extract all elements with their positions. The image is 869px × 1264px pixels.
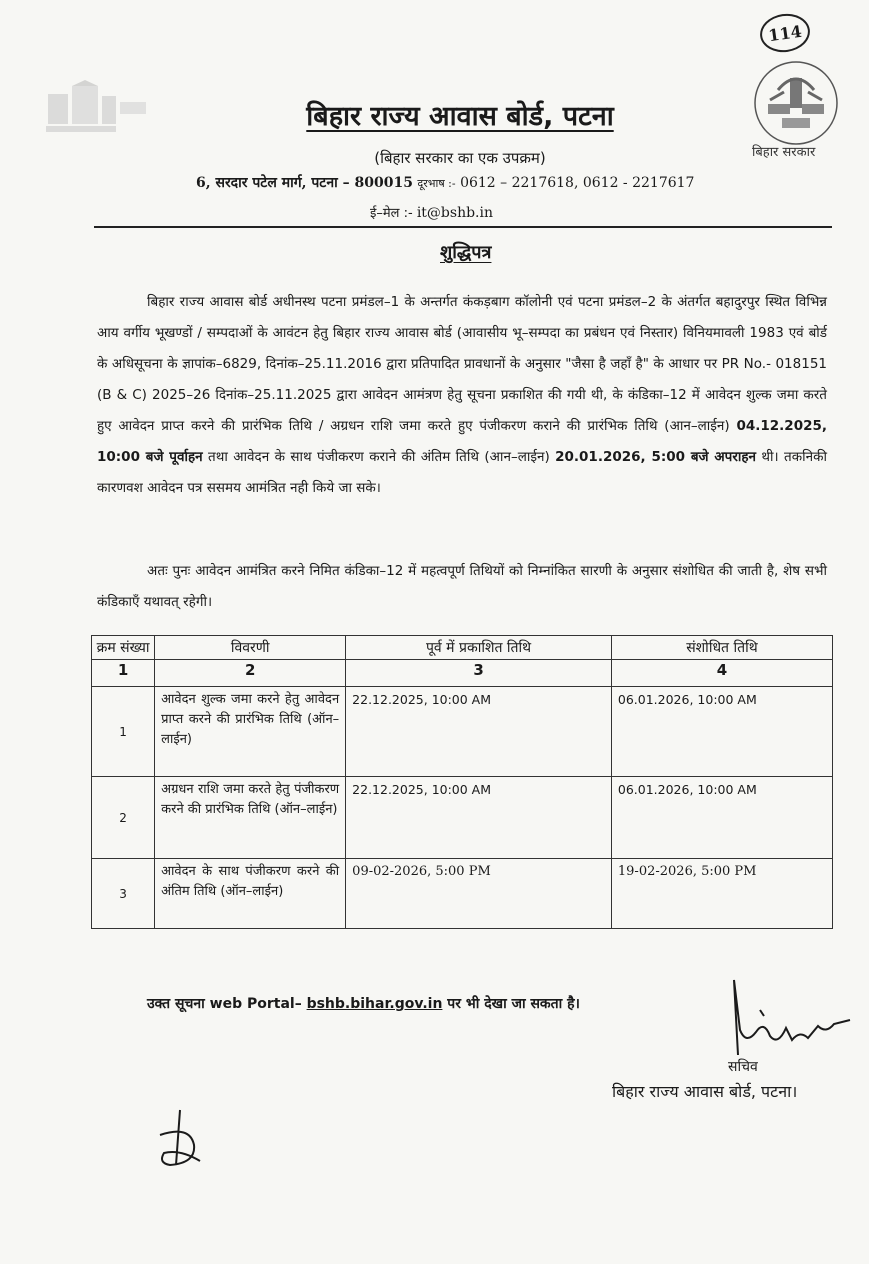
email-label: ई–मेल :- <box>370 206 413 221</box>
header-old-date: पूर्व में प्रकाशित तिथि <box>346 636 612 660</box>
body-paragraph-1 <box>97 287 827 504</box>
row-description: आवेदन के साथ पंजीकरण करने की अंतिम तिथि (ऑन–लाईन) <box>155 859 346 929</box>
table-row <box>92 687 833 777</box>
table-row <box>92 859 833 929</box>
footer-note-suffix: पर भी देखा जा सकता है। <box>447 996 580 1012</box>
table-header-row <box>92 636 833 660</box>
secretary-signature <box>700 970 860 1070</box>
column-number: 3 <box>346 660 612 687</box>
phone-numbers: 0612 – 2217618, 0612 - 2217617 <box>460 175 695 191</box>
row-old-date: 22.12.2025, 10:00 AM <box>346 687 612 777</box>
org-subtitle: (बिहार सरकार का एक उपक्रम) <box>374 149 546 167</box>
bihar-government-emblem <box>748 60 844 146</box>
row-serial: 2 <box>92 777 155 859</box>
para1-start-date: 04.12.2025, 10:00 बजे पूर्वाहन <box>97 418 828 465</box>
footer-note-prefix: उक्त सूचना web Portal– <box>147 996 302 1012</box>
page-number-stamp: 114 <box>758 11 813 56</box>
para1-end-date: 20.01.2026, 5:00 बजे अपराहन <box>555 449 757 465</box>
emblem-caption: बिहार सरकार <box>752 145 816 160</box>
portal-link[interactable]: bshb.bihar.gov.in <box>306 996 443 1012</box>
row-serial: 1 <box>92 687 155 777</box>
signatory-organisation: बिहार राज्य आवास बोर्ड, पटना। <box>612 1082 798 1101</box>
row-old-date: 22.12.2025, 10:00 AM <box>346 777 612 859</box>
row-old-date: 09-02-2026, 5:00 PM <box>346 859 612 929</box>
row-description: अग्रधन राशि जमा करते हेतु पंजीकरण करने की प्रारंभिक तिथि (ऑन–लाईन) <box>155 777 346 859</box>
header-divider <box>94 226 832 228</box>
revised-dates-table <box>91 635 833 929</box>
row-description: आवेदन शुल्क जमा करने हेतु आवेदन प्राप्त करने की प्रारंभिक तिथि (ऑन–लाईन) <box>155 687 346 777</box>
initials-mark <box>150 1105 220 1175</box>
email-address: it@bshb.in <box>416 205 494 221</box>
column-number: 4 <box>611 660 832 687</box>
signatory-designation: सचिव <box>728 1059 758 1075</box>
row-new-date: 06.01.2026, 10:00 AM <box>611 777 832 859</box>
org-title: बिहार राज्य आवास बोर्ड, पटना <box>306 101 614 132</box>
document-title: शुद्धिपत्र <box>440 242 492 263</box>
org-email-line <box>370 203 493 221</box>
address: 6, सरदार पटेल मार्ग, पटना – 800015 <box>196 175 413 191</box>
para1-text-e: थी। तकनिकी कारणवश आवेदन पत्र ससमय आमंत्रित नही किये जा सके। <box>97 449 827 496</box>
housing-board-logo <box>44 80 150 140</box>
column-number: 2 <box>155 660 346 687</box>
column-number-row <box>92 660 833 687</box>
para1-text-a: बिहार राज्य आवास बोर्ड अधीनस्थ पटना प्रमंडल–1 के अन्तर्गत कंकड़बाग कॉलोनी एवं पटना प्रमंडल–2 के अंतर्गत बहादुरपुर स्थित विभिन्न आय वर्गीय भूखण्डों / सम्पदाओं के आवंटन हेतु बिहार राज्य आवास बोर्ड (आवासीय भू–सम्पदा का प्रबंधन एवं निस्तार) विनियमावली 1983 एवं बोर्ड के अधिसूचना के ज्ञापांक–6829, दिनांक–25.11.2016 द्वारा प्रतिपादित प्रावधानों के अनुसार "जैसा है जहाँ है" के आधार पर PR No.- 018151 (B & C) 2025–26 दिनांक–25.11.2025 द्वारा आवेदन आमंत्रण हेतु सूचना प्रकाशित की गयी थी, के कंडिका–12 में आवेदन शुल्क जमा करते हुए आवेदन प्राप्त करने की प्रारंभिक तिथि / अग्रधन राशि जमा करते हुए पंजीकरण कराने की प्रारंभिक तिथि (आन–लाईन) <box>97 294 827 434</box>
header-new-date: संशोधित तिथि <box>611 636 832 660</box>
header-description: विवरणी <box>155 636 346 660</box>
para1-text-c: तथा आवेदन के साथ पंजीकरण कराने की अंतिम तिथि (आन–लाईन) <box>208 449 550 465</box>
row-new-date: 19-02-2026, 5:00 PM <box>611 859 832 929</box>
header-serial: क्रम संख्या <box>92 636 155 660</box>
footer-note <box>147 994 580 1013</box>
column-number: 1 <box>92 660 155 687</box>
row-new-date: 06.01.2026, 10:00 AM <box>611 687 832 777</box>
table-row <box>92 777 833 859</box>
org-address-line <box>196 173 756 192</box>
row-serial: 3 <box>92 859 155 929</box>
body-paragraph-2: अतः पुनः आवेदन आमंत्रित करने निमित कंडिका–12 में महत्वपूर्ण तिथियों को निम्नांकित सारणी के अनुसार संशोधित की जाती है, शेष सभी कंडिकाएँ यथावत् रहेगी। <box>97 563 827 610</box>
phone-label: दूरभाष :- <box>417 177 456 190</box>
